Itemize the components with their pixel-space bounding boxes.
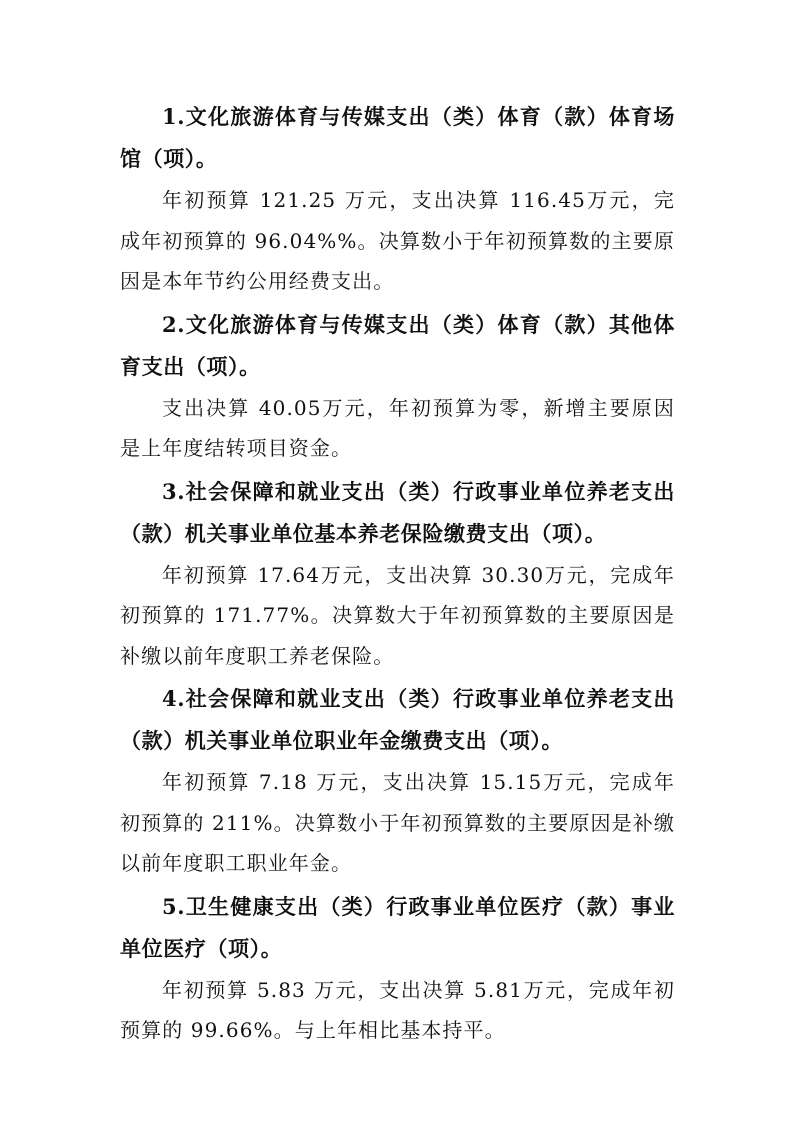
section-body: 年初预算 121.25 万元，支出决算 116.45万元，完成年初预算的 96.04%%。决算数小于年初预算数的主要原因是本年节约公用经费支出。: [120, 188, 675, 293]
section-heading: 5.卫生健康支出（类）行政事业单位医疗（款）事业单位医疗（项）。: [120, 893, 675, 961]
section-5: [120, 886, 675, 1051]
section-heading: 1.文化旅游体育与传媒支出（类）体育（款）体育场馆（项）。: [120, 104, 675, 171]
section-heading: 3.社会保障和就业支出（类）行政事业单位养老支出（款）机关事业单位基本养老保险缴费支出（项）。: [120, 478, 675, 546]
section-2: [120, 304, 675, 469]
section-body: 年初预算 17.64万元，支出决算 30.30万元，完成年初预算的 171.77%。决算数大于年初预算数的主要原因是补缴以前年度职工养老保险。: [120, 562, 675, 668]
section-1: [120, 96, 675, 302]
document-page: [120, 96, 675, 1053]
section-heading: 4.社会保障和就业支出（类）行政事业单位养老支出（款）机关事业单位职业年金缴费支出（项）。: [120, 686, 675, 753]
section-body: 年初预算 5.83 万元，支出决算 5.81万元，完成年初预算的 99.66%。与上年相比基本持平。: [120, 977, 675, 1042]
section-4: [120, 678, 675, 884]
section-heading: 2.文化旅游体育与传媒支出（类）体育（款）其他体育支出（项）。: [120, 311, 675, 379]
section-body: 年初预算 7.18 万元，支出决算 15.15万元，完成年初预算的 211%。决算数小于年初预算数的主要原因是补缴以前年度职工职业年金。: [120, 770, 675, 875]
section-body: 支出决算 40.05万元，年初预算为零，新增主要原因是上年度结转项目资金。: [120, 395, 675, 460]
section-3: [120, 471, 675, 677]
